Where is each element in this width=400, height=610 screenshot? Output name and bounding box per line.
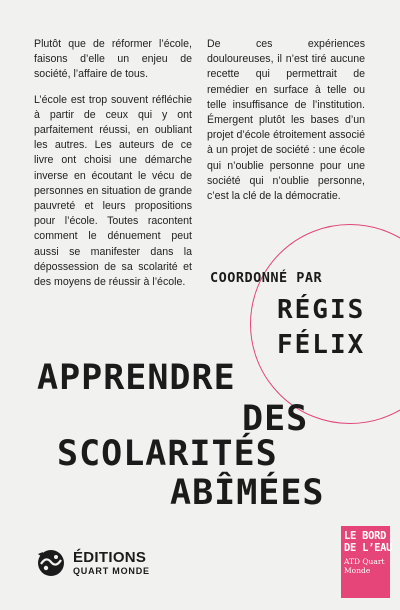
back-text-right-column <box>207 37 365 214</box>
back-text-paragraph: De ces expériences douloureuses, il n’est tiré aucune recette qui permettrait de remédier en surface à telle ou telle insuffisance de l’institution. Émergent plutôt les bases d’un projet d’école étroitement associé à un projet de société : une école qui n’oublie personne pour une société qui n’oublie personne, c’est la clé de la démocratie. <box>207 38 365 203</box>
title-line-1: APPRENDRE <box>37 358 236 398</box>
quart-monde-logo-icon <box>35 548 67 578</box>
series-badge-line2: DE L’EAU <box>344 542 393 554</box>
series-badge <box>341 526 393 598</box>
author-first-name: RÉGIS <box>277 295 366 325</box>
series-badge-line1: LE BORD <box>344 530 387 542</box>
title-line-3: SCOLARITÉS <box>57 434 278 474</box>
publisher-logo <box>35 548 150 578</box>
title-line-4: ABÎMÉES <box>170 473 325 513</box>
title-line-2: DES <box>242 399 309 439</box>
series-badge-sub1: ATD Quart <box>344 557 385 566</box>
series-badge-sub2: Monde <box>344 566 371 575</box>
publisher-subname: QUART MONDE <box>73 565 150 576</box>
coordinated-by-label: COORDONNÉ PAR <box>210 270 323 286</box>
publisher-name: ÉDITIONS <box>73 548 147 566</box>
author-last-name: FÉLIX <box>277 330 366 360</box>
back-text-left-column <box>34 37 192 300</box>
back-text-paragraph: L’école est trop souvent réfléchie à partir de ceux qui y ont parfaitement réussi, en oubliant les autres. Les auteurs de ce livre ont choisi une démarche inverse en écoutant le vécu de personnes en situation de grande pauvreté et leurs propositions pour l’école. Toutes racontent comment le dénuement peut aussi se manifester dans la dépossession de sa scolarité et des moyens de réussir à l’école. <box>34 93 192 289</box>
back-text-paragraph: Plutôt que de réformer l’école, faisons d’elle un enjeu de société, l’affaire de tous. <box>34 38 192 81</box>
